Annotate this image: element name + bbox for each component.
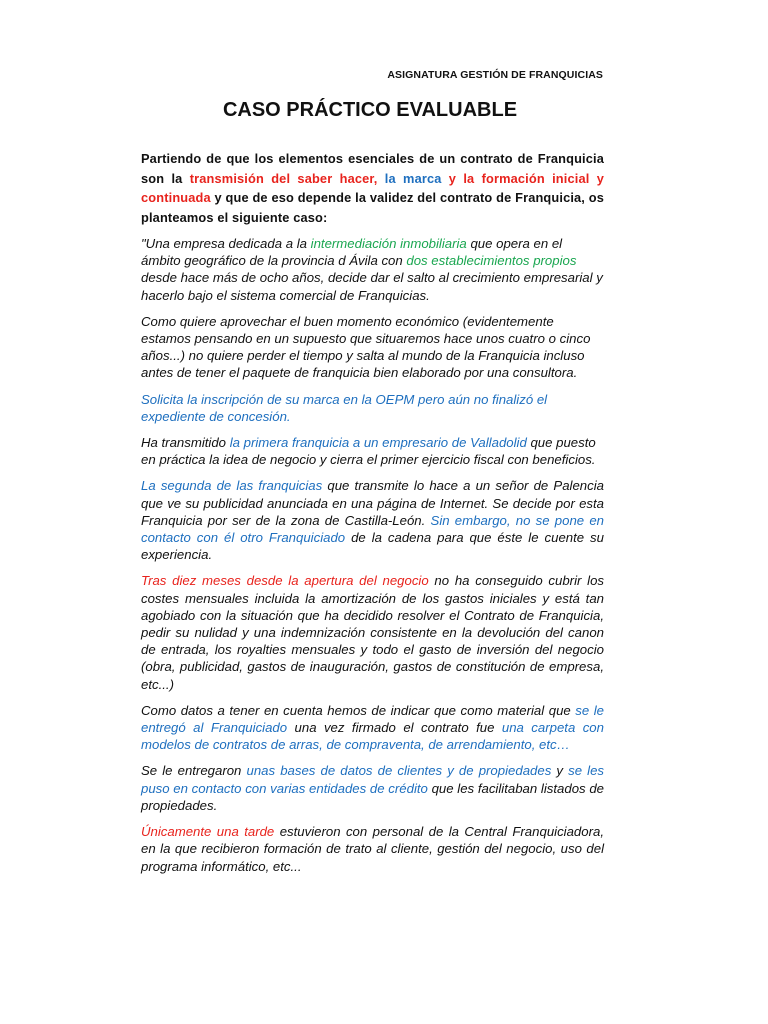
highlight-establecimientos: dos establecimientos propios: [406, 253, 577, 269]
case-paragraph-1: [141, 235, 604, 304]
paragraph-text: una vez firmado el contrato fue: [287, 720, 502, 736]
highlight-una-tarde: Únicamente una tarde: [141, 824, 275, 840]
paragraph-text: desde hace más de ocho años, decide dar el salto al crecimiento empresarial y hacerlo bajo el sistema comercial de Franquicias.: [141, 270, 603, 303]
paragraph-text: Se le entregaron: [141, 763, 247, 779]
paragraph-text: no ha conseguido cubrir los costes mensuales incluida la amortización de los gastos iniciales y está tan agobiado con la situación que ha decidido resolver el Contrato de Franquicia, pedir su nulidad y una indemnización consistente en la devolución del canon de entrada, los royalties mensuales y todo el gasto de inversión del negocio (obra, publicidad, gastos de inauguración, gastos de constitución de empresa, etc...): [141, 573, 604, 692]
intro-paragraph: [141, 149, 604, 227]
paragraph-text: Ha transmitido: [141, 435, 230, 451]
paragraph-text: "Una empresa dedicada a la: [141, 236, 311, 251]
highlight-intermediacion: intermediación inmobiliaria: [310, 236, 467, 251]
case-paragraph-3: [141, 391, 604, 425]
intro-space: [442, 171, 449, 186]
highlight-carpeta: una carpeta con modelos de contratos de arras, de compraventa, de arrendamiento, etc…: [141, 720, 604, 753]
paragraph-text: que puesto en práctica la idea de negocio y cierra el primer ejercicio fiscal con beneficios.: [141, 435, 596, 468]
paragraph-text: que opera en el ámbito geográfico de la provincia d Ávila con: [141, 236, 563, 269]
case-paragraph-7: [141, 702, 604, 754]
document-title: CASO PRÁCTICO EVALUABLE: [222, 99, 518, 121]
case-paragraph-4: [141, 434, 604, 468]
paragraph-text: de la cadena para que éste le cuente su experiencia.: [141, 530, 604, 563]
paragraph-text: que les facilitaban listados de propiedades.: [141, 780, 604, 813]
case-paragraph-6: [141, 572, 604, 692]
document-body: [141, 149, 604, 884]
highlight-formacion: y la formación inicial y continuada: [141, 170, 604, 205]
course-header: ASIGNATURA GESTIÓN DE FRANQUICIAS: [387, 69, 603, 81]
case-paragraph-2: [141, 313, 604, 382]
paragraph-text: estuvieron con personal de la Central Franquiciadora, en la que recibieron formación de trato al cliente, gestión del negocio, uso del programa informático, etc...: [141, 824, 604, 874]
highlight-marca: la marca: [384, 170, 442, 186]
case-paragraph-9: [141, 823, 604, 875]
intro-text: y que de eso depende la validez del contrato de Franquicia, os planteamos el siguiente caso:: [141, 190, 604, 225]
highlight-entrego: se le entregó al Franquiciado: [141, 702, 605, 736]
case-paragraph-8: [141, 762, 604, 814]
highlight-contacto: Sin embargo, no se pone en contacto con él otro Franquiciado: [141, 512, 604, 546]
highlight-segunda-franquicia: La segunda de las franquicias: [141, 478, 323, 494]
highlight-bases-datos: unas bases de datos de clientes y de propiedades: [246, 763, 552, 779]
paragraph-text: Como quiere aprovechar el buen momento económico (evidentemente estamos pensando en un supuesto que situaremos hace unos cuatro o cinco años...) no quiere perder el tiempo y salta al mundo de la Franquicia incluso antes de tener el paquete de franquicia bien elaborado por una consultora.: [141, 313, 591, 381]
intro-space: [378, 171, 385, 186]
highlight-oepm: Solicita la inscripción de su marca en la OEPM pero aún no finalizó el expediente de concesión.: [141, 391, 548, 424]
intro-text: Partiendo de que los elementos esenciales de un contrato de Franquicia son la: [141, 151, 604, 186]
highlight-primera-franquicia: la primera franquicia a un empresario de Valladolid: [229, 435, 527, 451]
paragraph-text: que transmite lo hace a un señor de Palencia que ve su publicidad anunciada en una página de Internet. Se decide por esta Franquicia por ser de la zona de Castilla-León.: [141, 478, 604, 528]
case-paragraph-5: [141, 477, 604, 563]
paragraph-text: Como datos a tener en cuenta hemos de indicar que como material que: [141, 702, 576, 718]
highlight-entidades-credito: se les puso en contacto con varias entidades de crédito: [141, 763, 605, 796]
highlight-diez-meses: Tras diez meses desde la apertura del negocio: [141, 573, 429, 589]
highlight-saber-hacer: transmisión del saber hacer,: [189, 170, 378, 186]
paragraph-text: y: [551, 763, 569, 779]
